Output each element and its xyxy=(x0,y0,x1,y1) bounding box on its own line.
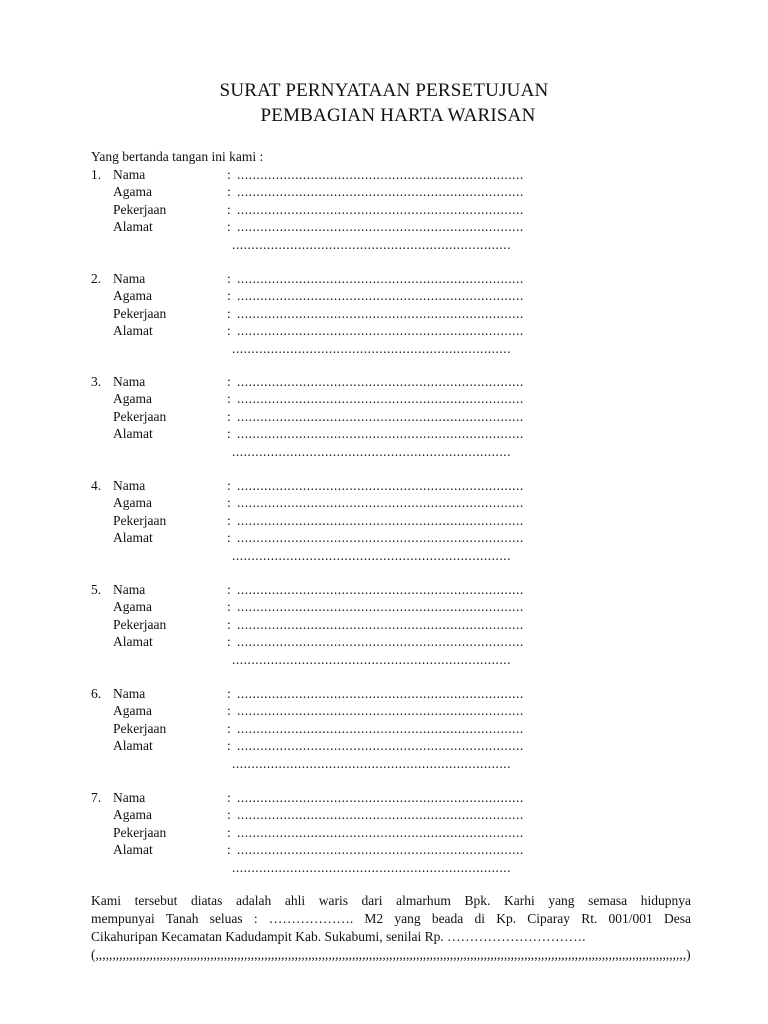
field-dotted-line: .......................................................................... xyxy=(237,582,524,597)
field-colon: : xyxy=(227,634,231,650)
person-number: 7. xyxy=(91,790,102,805)
field-dotted-line: .......................................................................... xyxy=(237,738,524,754)
field-colon: : xyxy=(227,790,231,805)
field-label: Pekerjaan xyxy=(113,408,167,424)
field-row xyxy=(91,581,691,598)
field-dotted-line: .......................................................................... xyxy=(237,599,524,615)
field-dotted-line: .......................................................................... xyxy=(237,374,524,389)
field-label: Pekerjaan xyxy=(113,512,167,528)
field-colon: : xyxy=(227,720,231,736)
address-dotted-line: ........................................................................ xyxy=(232,547,511,563)
field-row xyxy=(91,702,691,719)
field-dotted-line: .......................................................................... xyxy=(237,686,524,701)
field-label: Pekerjaan xyxy=(113,824,167,840)
document-title-line2: PEMBAGIAN HARTA WARISAN xyxy=(260,105,536,126)
field-colon: : xyxy=(227,807,231,823)
field-row xyxy=(91,287,691,304)
field-dotted-line: .......................................................................... xyxy=(237,634,524,650)
field-dotted-line: .......................................................................... xyxy=(237,271,524,286)
address-dotted-line: ........................................................................ xyxy=(232,443,511,459)
field-label: Agama xyxy=(113,599,152,615)
field-colon: : xyxy=(227,323,231,339)
field-label: Alamat xyxy=(113,842,153,858)
field-row xyxy=(91,529,691,546)
closing-line-3: Cikahuripan Kecamatan Kadudampit Kab. Sukabumi, senilai Rp. …………………………. xyxy=(91,929,586,944)
field-label: Nama xyxy=(113,167,146,182)
field-colon: : xyxy=(227,530,231,546)
document-title-line1: SURAT PERNYATAAN PERSETUJUAN xyxy=(219,80,549,101)
person-number: 6. xyxy=(91,686,102,701)
field-label: Alamat xyxy=(113,530,153,546)
field-colon: : xyxy=(227,219,231,235)
field-label: Alamat xyxy=(113,219,153,235)
field-dotted-line: .......................................................................... xyxy=(237,305,524,321)
field-dotted-line: .......................................................................... xyxy=(237,790,524,805)
field-colon: : xyxy=(227,305,231,321)
person-number: 3. xyxy=(91,374,102,389)
field-colon: : xyxy=(227,599,231,615)
field-dotted-line: .......................................................................... xyxy=(237,167,524,182)
field-colon: : xyxy=(227,495,231,511)
field-label: Pekerjaan xyxy=(113,305,167,321)
field-colon: : xyxy=(227,686,231,701)
field-label: Nama xyxy=(113,582,146,597)
field-colon: : xyxy=(227,426,231,442)
field-row xyxy=(91,633,691,650)
field-row xyxy=(91,477,691,494)
field-dotted-line: .......................................................................... xyxy=(237,478,524,493)
field-row xyxy=(91,737,691,754)
field-colon: : xyxy=(227,391,231,407)
field-label: Nama xyxy=(113,478,146,493)
field-row xyxy=(91,841,691,858)
field-colon: : xyxy=(227,616,231,632)
field-row xyxy=(91,512,691,529)
field-label: Pekerjaan xyxy=(113,201,167,217)
field-row xyxy=(91,408,691,425)
field-dotted-line: .......................................................................... xyxy=(237,512,524,528)
field-dotted-line: .......................................................................... xyxy=(237,391,524,407)
field-row xyxy=(91,806,691,823)
field-label: Nama xyxy=(113,271,146,286)
closing-line-4: (,,,,,,,,,,,,,,,,,,,,,,,,,,,,,,,,,,,,,,,,,,,,,,,,,,,,,,,,,,,,,,,,,,,,,,,,,,,,,,,,,,,,,,,,,,,,,,,,,,,,,,,,,,,,,,,,,,,,,,,,,,,,,,,,,,,,,,,,,,,,,,,,,,,,,,,,,,,,,,,,,,,,,,,,,,,,,,,) xyxy=(91,947,691,962)
field-colon: : xyxy=(227,201,231,217)
field-dotted-line: .......................................................................... xyxy=(237,616,524,632)
field-label: Agama xyxy=(113,288,152,304)
field-label: Alamat xyxy=(113,738,153,754)
field-colon: : xyxy=(227,184,231,200)
field-dotted-line: .......................................................................... xyxy=(237,807,524,823)
field-label: Alamat xyxy=(113,426,153,442)
field-row xyxy=(91,494,691,511)
person-number: 2. xyxy=(91,271,102,286)
field-dotted-line: .......................................................................... xyxy=(237,703,524,719)
address-dotted-line: ........................................................................ xyxy=(232,340,511,356)
field-row xyxy=(91,598,691,615)
field-row xyxy=(91,373,691,390)
field-label: Pekerjaan xyxy=(113,720,167,736)
field-label: Alamat xyxy=(113,323,153,339)
field-label: Agama xyxy=(113,184,152,200)
field-dotted-line: .......................................................................... xyxy=(237,426,524,442)
address-dotted-line: ........................................................................ xyxy=(232,651,511,667)
field-colon: : xyxy=(227,512,231,528)
field-label: Alamat xyxy=(113,634,153,650)
field-colon: : xyxy=(227,374,231,389)
closing-paragraph xyxy=(91,892,691,964)
person-number: 4. xyxy=(91,478,102,493)
field-label: Nama xyxy=(113,790,146,805)
field-colon: : xyxy=(227,842,231,858)
field-dotted-line: .......................................................................... xyxy=(237,323,524,339)
field-colon: : xyxy=(227,738,231,754)
field-colon: : xyxy=(227,288,231,304)
field-dotted-line: .......................................................................... xyxy=(237,201,524,217)
field-dotted-line: .......................................................................... xyxy=(237,495,524,511)
address-dotted-line: ........................................................................ xyxy=(232,236,511,252)
field-dotted-line: .......................................................................... xyxy=(237,824,524,840)
field-label: Nama xyxy=(113,686,146,701)
field-dotted-line: .......................................................................... xyxy=(237,842,524,858)
field-row xyxy=(91,183,691,200)
field-dotted-line: .......................................................................... xyxy=(237,184,524,200)
field-row xyxy=(91,322,691,339)
field-row xyxy=(91,166,691,183)
closing-line-1: Kami tersebut diatas adalah ahli waris dari almarhum Bpk. Karhi yang semasa hidupnya xyxy=(91,893,691,908)
field-row xyxy=(91,201,691,218)
field-colon: : xyxy=(227,582,231,597)
field-dotted-line: .......................................................................... xyxy=(237,720,524,736)
field-dotted-line: .......................................................................... xyxy=(237,530,524,546)
closing-line-2: mempunyai Tanah seluas : ………………. M2 yang beada di Kp. Ciparay Rt. 001/001 Desa xyxy=(91,911,691,926)
field-row xyxy=(91,270,691,287)
address-dotted-line: ........................................................................ xyxy=(232,755,511,771)
field-dotted-line: .......................................................................... xyxy=(237,408,524,424)
field-label: Agama xyxy=(113,703,152,719)
field-colon: : xyxy=(227,271,231,286)
field-label: Agama xyxy=(113,495,152,511)
field-dotted-line: .......................................................................... xyxy=(237,219,524,235)
field-label: Agama xyxy=(113,391,152,407)
field-row xyxy=(91,425,691,442)
field-label: Nama xyxy=(113,374,146,389)
field-row xyxy=(91,616,691,633)
field-row xyxy=(91,218,691,235)
field-colon: : xyxy=(227,478,231,493)
field-colon: : xyxy=(227,824,231,840)
field-label: Pekerjaan xyxy=(113,616,167,632)
field-row xyxy=(91,685,691,702)
person-number: 5. xyxy=(91,582,102,597)
field-colon: : xyxy=(227,408,231,424)
field-row xyxy=(91,305,691,322)
person-number: 1. xyxy=(91,167,102,182)
field-dotted-line: .......................................................................... xyxy=(237,288,524,304)
field-row xyxy=(91,824,691,841)
field-colon: : xyxy=(227,703,231,719)
address-dotted-line: ........................................................................ xyxy=(232,859,511,875)
field-label: Agama xyxy=(113,807,152,823)
intro-text: Yang bertanda tangan ini kami : xyxy=(91,149,264,164)
field-row xyxy=(91,390,691,407)
field-colon: : xyxy=(227,167,231,182)
field-row xyxy=(91,720,691,737)
field-row xyxy=(91,789,691,806)
